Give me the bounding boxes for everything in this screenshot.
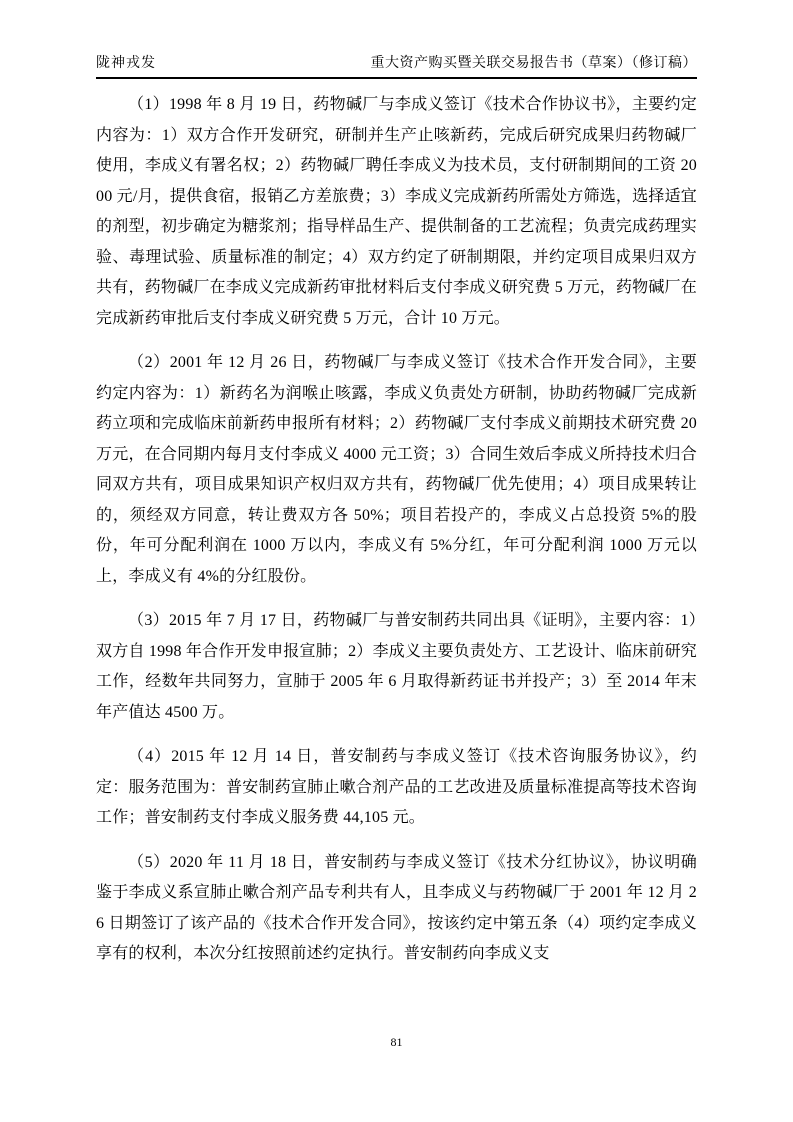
document-body bbox=[96, 90, 697, 984]
paragraph-3-joint-certificate: （3）2015 年 7 月 17 日，药物碱厂与普安制药共同出具《证明》，主要内容：1）双方自 1998 年合作开发申报宣肺；2）李成义主要负责处方、工艺设计、临床前研究工作，经数年共同努力，宣肺于 2005 年 6 月取得新药证书并投产；3）至 2014 年末年产值达 4500 万。 bbox=[96, 612, 697, 721]
paragraph-1-technical-cooperation-agreement: （1）1998 年 8 月 19 日，药物碱厂与李成义签订《技术合作协议书》，主要约定内容为：1）双方合作开发研究，研制并生产止咳新药，完成后研究成果归药物碱厂使用，李成义有署名权；2）药物碱厂聘任李成义为技术员，支付研制期间的工资 2000 元/月，提供食宿，报销乙方差旅费；3）李成义完成新药所需处方筛选，选择适宜的剂型，初步确定为糖浆剂；指导样品生产、提供制备的工艺流程；负责完成药理实验、毒理试验、质量标准的制定；4）双方约定了研制期限，并约定项目成果归双方共有，药物碱厂在李成义完成新药审批材料后支付李成义研究费 5 万元，药物碱厂在完成新药审批后支付李成义研究费 5 万元，合计 10 万元。 bbox=[96, 96, 697, 327]
page-number: 81 bbox=[390, 1035, 403, 1049]
page-footer bbox=[0, 1035, 793, 1050]
paragraph-4-consulting-service-agreement: （4）2015 年 12 月 14 日，普安制药与李成义签订《技术咨询服务协议》，约定：服务范围为：普安制药宣肺止嗽合剂产品的工艺改进及质量标准提高等技术咨询工作；普安制药支付李成义服务费 44,105 元。 bbox=[96, 748, 697, 826]
header-company-name: 陇神戎发 bbox=[96, 56, 156, 71]
paragraph-2-technical-development-contract: （2）2001 年 12 月 26 日，药物碱厂与李成义签订《技术合作开发合同》，主要约定内容为：1）新药名为润喉止咳露，李成义负责处方研制，协助药物碱厂完成新药立项和完成临床前新药申报所有材料；2）药物碱厂支付李成义前期技术研究费 20 万元，在合同期内每月支付李成义 4000 元工资；3）合同生效后李成义所持技术归合同双方共有，项目成果知识产权归双方共有，药物碱厂优先使用；4）项目成果转让的，须经双方同意，转让费双方各 50%；项目若投产的，李成义占总投资 5%的股份，年可分配利润在 1000 万以内，李成义有 5%分红，年可分配利润 1000 万元以上，李成义有 4%的分红股份。 bbox=[96, 354, 697, 585]
page-header bbox=[96, 54, 697, 79]
header-report-title: 重大资产购买暨关联交易报告书（草案）（修订稿） bbox=[370, 56, 697, 71]
paragraph-5-dividend-agreement: （5）2020 年 11 月 18 日，普安制药与李成义签订《技术分红协议》，协议明确鉴于李成义系宣肺止嗽合剂产品专利共有人，且李成义与药物碱厂于 2001 年 12 月 26 日期签订了该产品的《技术合作开发合同》，按该约定中第五条（4）项约定李成义享有的权利，本次分红按照前述约定执行。普安制药向李成义支 bbox=[96, 853, 697, 962]
